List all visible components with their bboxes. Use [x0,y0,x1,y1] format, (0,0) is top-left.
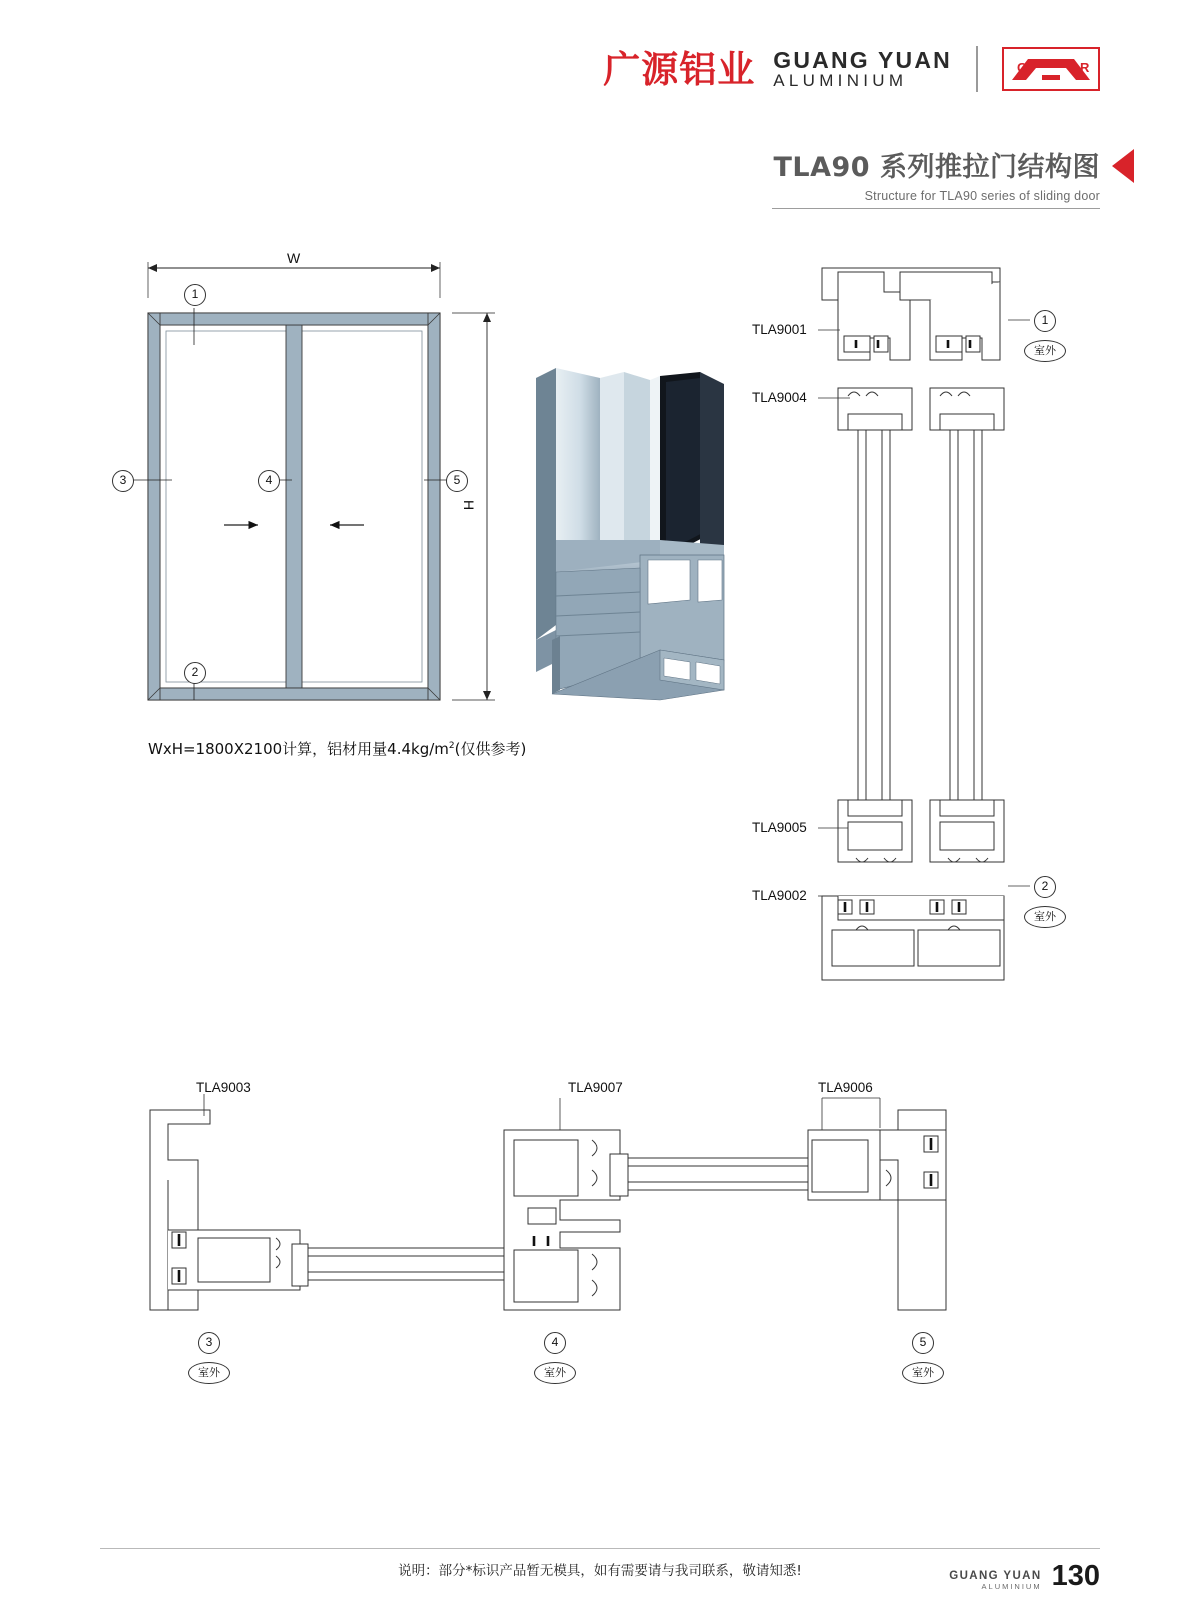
material-usage-note-sup: 2 [448,741,455,751]
page-subtitle: Structure for TLA90 series of sliding door [864,189,1100,203]
section-marker-4-side: 室外 [534,1362,576,1384]
material-usage-note-text: WxH=1800X2100计算，铝材用量4.4kg/m [148,740,449,758]
door-3d-render [536,368,724,700]
section-marker-2: 2 [1034,876,1056,898]
brand-en-line2: ALUMINIUM [773,71,908,91]
svg-text:G: G [1017,60,1028,75]
callout-tla9002: TLA9002 [752,888,807,903]
elevation-marker-1: 1 [184,284,206,306]
footer-brand-text [949,1570,1041,1591]
section-marker-1: 1 [1034,310,1056,332]
svg-text:R: R [1080,60,1090,75]
section-marker-2-side: 室外 [1024,906,1066,928]
elevation-marker-4: 4 [258,470,280,492]
section-marker-3-side: 室外 [188,1362,230,1384]
elevation-marker-5: 5 [446,470,468,492]
horizontal-section-drawing [150,1094,946,1310]
material-usage-note [148,738,526,759]
elevation-width-label: W [287,250,301,266]
footer-brand-line1: GUANG YUAN [949,1570,1042,1583]
elevation-marker-2: 2 [184,662,206,684]
section-marker-5: 5 [912,1332,934,1354]
material-usage-note-tail: (仅供参考) [454,740,527,758]
vertical-section-drawing [818,268,1030,980]
footer-brand-line2: ALUMINIUM [981,1581,1042,1591]
section-marker-1-side: 室外 [1024,340,1066,362]
callout-tla9004: TLA9004 [752,390,807,405]
section-marker-4: 4 [544,1332,566,1354]
page-title: TLA90 系列推拉门结构图 [773,152,1100,183]
section-marker-5-side: 室外 [902,1362,944,1384]
page-number: 130 [1051,1560,1100,1593]
section-marker-3: 3 [198,1332,220,1354]
elevation-marker-3: 3 [112,470,134,492]
footer-brand [949,1560,1100,1593]
callout-tla9005: TLA9005 [752,820,807,835]
callout-tla9003: TLA9003 [196,1080,251,1095]
callout-tla9006: TLA9006 [818,1080,873,1095]
door-elevation-drawing [132,262,495,700]
footer-divider [100,1548,1100,1549]
brand-name-cn: 广源铝业 [603,47,756,91]
callout-tla9007: TLA9007 [568,1080,623,1095]
elevation-height-label: H [461,500,477,511]
brand-en-line1: GUANG YUAN [773,47,952,73]
footer-note: 说明：部分*标识产品暂无模具，如有需要请与我司联系，敬请知悉! [398,1563,802,1579]
callout-tla9001: TLA9001 [752,322,807,337]
